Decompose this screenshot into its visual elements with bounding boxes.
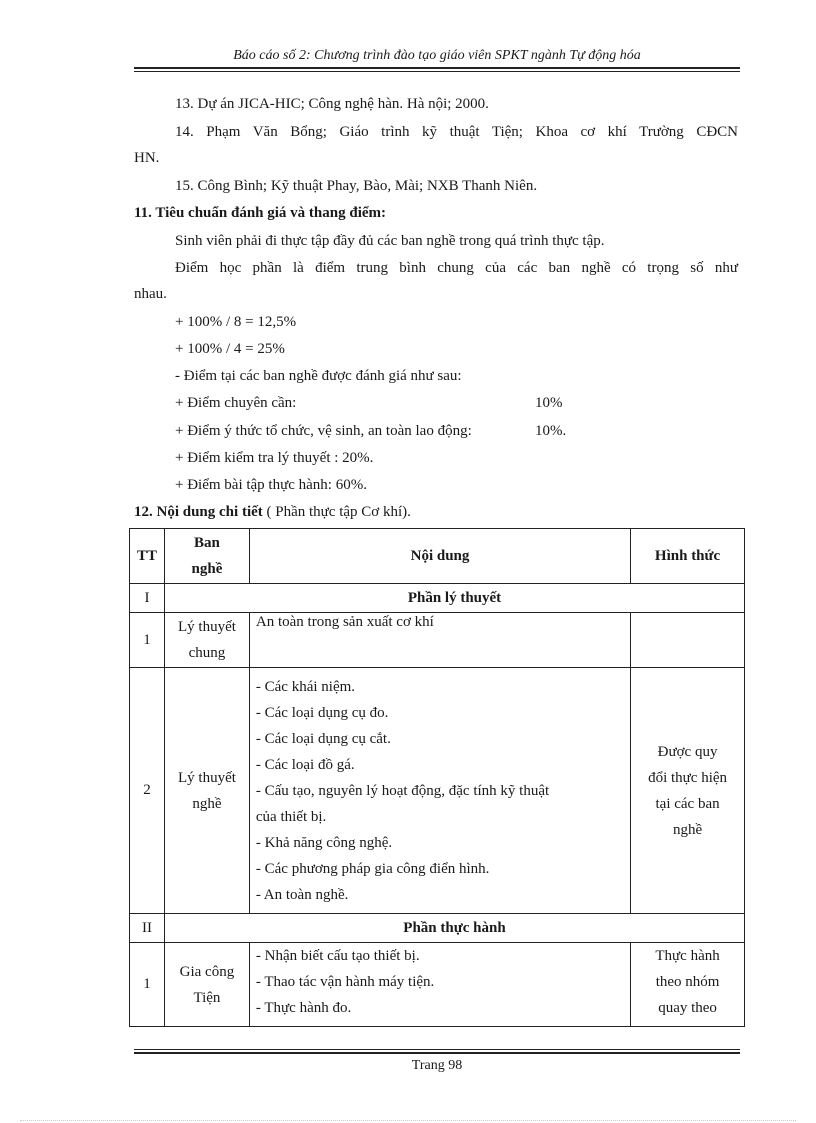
criteria-item-label: + Điểm bài tập thực hành: 60%. — [175, 477, 367, 493]
content-line: - Các phương pháp gia công điển hình. — [255, 860, 490, 877]
section-11-heading: 11. Tiêu chuẩn đánh giá và thang điểm: — [134, 205, 387, 221]
page-number: Trang 98 — [411, 1058, 463, 1073]
criteria-item-label: + Điểm ý thức tổ chức, vệ sinh, an toàn lao động: — [175, 423, 472, 439]
criteria-intro: - Điểm tại các ban nghề được đánh giá như sau: — [175, 368, 462, 384]
content-line: của thiết bị. — [255, 808, 327, 825]
criteria-item-label: + Điểm chuyên cần: — [175, 395, 297, 411]
row-number: 1 — [130, 943, 165, 1027]
section-11-para2-cont: nhau. — [134, 286, 167, 302]
content-line: - Các loại dụng cụ cắt. — [255, 730, 391, 747]
header-ban-line1: Ban — [194, 535, 220, 551]
section-12-heading-line — [134, 502, 411, 522]
row-noi-dung: An toàn trong sản xuất cơ khí — [249, 613, 630, 668]
criteria-item-label: + Điểm kiểm tra lý thuyết : 20%. — [175, 450, 374, 466]
header-ban-line2: nghề — [191, 561, 223, 577]
section-12-heading: 12. Nội dung chi tiết — [134, 504, 263, 520]
part-row — [130, 584, 745, 613]
footer-rule-thin — [134, 1049, 740, 1050]
reference-15: 15. Công Bình; Kỹ thuật Phay, Bào, Mài; NXB Thanh Niên. — [175, 178, 538, 194]
row-hinh-thuc — [631, 668, 745, 914]
part-title: Phần thực hành — [164, 914, 744, 943]
section-11-para2: Điểm học phần là điểm trung bình chung của các ban nghề có trọng số như — [175, 260, 738, 276]
section-12-heading-suffix: ( Phần thực tập Cơ khí). — [262, 504, 411, 520]
hinh-thuc-line: theo nhóm — [655, 974, 720, 990]
ban-line2: chung — [188, 645, 226, 661]
hinh-thuc-line: tại các ban — [655, 795, 720, 812]
footer-rule — [134, 1052, 740, 1054]
row-hinh-thuc — [631, 613, 745, 668]
content-line: - Các khái niệm. — [255, 678, 356, 695]
content-line: - Cấu tạo, nguyên lý hoạt động, đặc tính kỹ thuật — [255, 782, 550, 799]
page-header: Báo cáo số 2: Chương trình đào tạo giáo viên SPKT ngành Tự động hóa — [233, 48, 641, 63]
part-title: Phần lý thuyết — [164, 584, 744, 613]
ban-line2: Tiện — [193, 989, 221, 1006]
row-ban-nghe — [164, 613, 249, 668]
row-hinh-thuc — [631, 943, 745, 1027]
header-ban-nghe — [164, 529, 249, 584]
criteria-item-value: 10%. — [535, 423, 567, 439]
content-line: - Các loại dụng cụ đo. — [255, 704, 389, 721]
content-line: - Khả năng công nghệ. — [255, 834, 393, 851]
content-line: - An toàn nghề. — [255, 886, 349, 903]
section-11-para1: Sinh viên phải đi thực tập đầy đủ các ban nghề trong quá trình thực tập. — [175, 233, 605, 249]
table-row — [130, 943, 745, 1027]
hinh-thuc-line: nghề — [672, 821, 703, 838]
table-row — [130, 613, 745, 668]
row-ban-nghe — [164, 668, 249, 914]
part-number: I — [130, 584, 165, 613]
part-number: II — [130, 914, 165, 943]
content-table — [129, 528, 745, 1027]
content-line: - Nhận biết cấu tạo thiết bị. — [255, 948, 420, 964]
ban-line1: Gia công — [179, 963, 235, 980]
header-tt: TT — [130, 529, 165, 584]
hinh-thuc-line: quay theo — [658, 1000, 717, 1016]
header-hinh-thuc: Hình thức — [631, 529, 745, 584]
ban-line2: nghề — [192, 795, 222, 812]
ban-line1: Lý thuyết — [177, 619, 236, 635]
content-line: - Thực hành đo. — [255, 1000, 352, 1016]
criteria-item-value: 10% — [535, 395, 563, 411]
row-number: 1 — [130, 613, 165, 668]
hinh-thuc-line: Thực hành — [655, 948, 720, 964]
content-line: - Thao tác vận hành máy tiện. — [255, 974, 435, 990]
part-row — [130, 914, 745, 943]
formula-2: + 100% / 4 = 25% — [175, 341, 285, 357]
row-ban-nghe — [164, 943, 249, 1027]
header-noi-dung: Nội dung — [249, 529, 630, 584]
ban-line1: Lý thuyết — [177, 769, 236, 786]
table-row — [130, 668, 745, 914]
row-noi-dung — [249, 668, 630, 914]
content-line: - Các loại đồ gá. — [255, 756, 355, 773]
row-number: 2 — [130, 668, 165, 914]
reference-14-cont: HN. — [134, 150, 160, 166]
formula-1: + 100% / 8 = 12,5% — [175, 314, 297, 330]
hinh-thuc-line: đổi thực hiện — [648, 769, 728, 786]
reference-14: 14. Phạm Văn Bổng; Giáo trình kỹ thuật Tiện; Khoa cơ khí Trường CĐCN — [175, 124, 738, 140]
page-edge-divider — [20, 1120, 796, 1121]
row-noi-dung — [249, 943, 630, 1027]
table-header-row — [130, 529, 745, 584]
hinh-thuc-line: Được quy — [657, 743, 718, 760]
header-rule — [134, 67, 740, 69]
header-rule-thin — [134, 71, 740, 72]
reference-13: 13. Dự án JICA-HIC; Công nghệ hàn. Hà nội; 2000. — [175, 96, 489, 112]
